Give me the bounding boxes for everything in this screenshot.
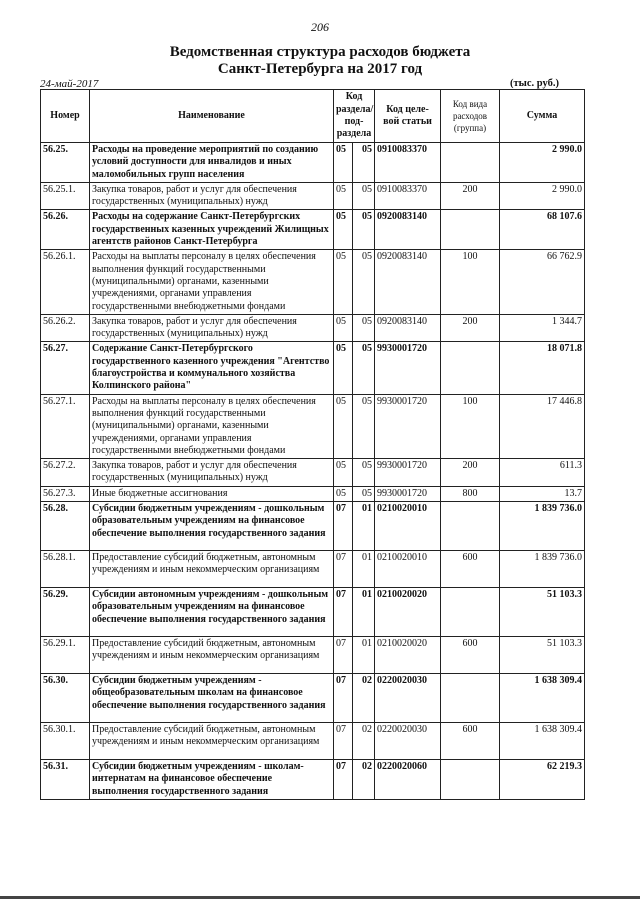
table-row bbox=[41, 637, 585, 674]
row-expense-type bbox=[441, 674, 500, 723]
page-edge bbox=[0, 896, 640, 899]
header-target: Код целе- вой статьи bbox=[375, 90, 441, 143]
row-subsection: 05 bbox=[353, 182, 375, 210]
row-subsection: 01 bbox=[353, 551, 375, 588]
row-number: 56.29.1. bbox=[41, 637, 90, 674]
row-expense-type: 600 bbox=[441, 551, 500, 588]
row-expense-type bbox=[441, 502, 500, 551]
row-expense-type: 600 bbox=[441, 637, 500, 674]
row-expense-type: 200 bbox=[441, 314, 500, 342]
row-name: Закупка товаров, работ и услуг для обеспечения государственных (муниципальных) нужд bbox=[90, 459, 334, 487]
row-number: 56.27.3. bbox=[41, 486, 90, 501]
row-subsection: 05 bbox=[353, 250, 375, 314]
row-name: Содержание Санкт-Петербургского государственного казенного учреждения "Агентство благоустройства и коммунального хозяйства Колпинского района" bbox=[90, 342, 334, 394]
title-line-1: Ведомственная структура расходов бюджета bbox=[169, 44, 471, 60]
row-subsection: 05 bbox=[353, 486, 375, 501]
row-name: Предоставление субсидий бюджетным, автономным учреждениям и иным некоммерческим организациям bbox=[90, 723, 334, 760]
row-number: 56.25. bbox=[41, 143, 90, 183]
row-subsection: 05 bbox=[353, 342, 375, 394]
row-sum: 1 839 736.0 bbox=[500, 551, 585, 588]
row-number: 56.31. bbox=[41, 760, 90, 800]
row-section: 05 bbox=[334, 250, 353, 314]
row-sum: 2 990.0 bbox=[500, 182, 585, 210]
row-number: 56.27.1. bbox=[41, 394, 90, 458]
row-target-code: 0210020020 bbox=[375, 588, 441, 637]
row-subsection: 05 bbox=[353, 314, 375, 342]
row-sum: 66 762.9 bbox=[500, 250, 585, 314]
row-name: Субсидии автономным учреждениям - дошкольным образовательным учреждениям на финансовое обеспечение выполнения государственного задания bbox=[90, 588, 334, 637]
row-subsection: 05 bbox=[353, 143, 375, 183]
table-row bbox=[41, 588, 585, 637]
row-expense-type bbox=[441, 588, 500, 637]
units-label: (тыс. руб.) bbox=[510, 78, 559, 89]
row-sum: 1 839 736.0 bbox=[500, 502, 585, 551]
row-name: Иные бюджетные ассигнования bbox=[90, 486, 334, 501]
row-target-code: 0920083140 bbox=[375, 314, 441, 342]
row-number: 56.26.2. bbox=[41, 314, 90, 342]
row-number: 56.27.2. bbox=[41, 459, 90, 487]
row-subsection: 05 bbox=[353, 459, 375, 487]
row-section: 07 bbox=[334, 502, 353, 551]
row-name: Закупка товаров, работ и услуг для обеспечения государственных (муниципальных) нужд bbox=[90, 314, 334, 342]
row-section: 07 bbox=[334, 588, 353, 637]
row-target-code: 0910083370 bbox=[375, 182, 441, 210]
row-section: 05 bbox=[334, 394, 353, 458]
row-sum: 1 344.7 bbox=[500, 314, 585, 342]
row-expense-type: 100 bbox=[441, 394, 500, 458]
row-target-code: 0210020010 bbox=[375, 551, 441, 588]
table-row bbox=[41, 674, 585, 723]
table-row bbox=[41, 394, 585, 458]
row-expense-type bbox=[441, 210, 500, 250]
row-name: Предоставление субсидий бюджетным, автономным учреждениям и иным некоммерческим организациям bbox=[90, 551, 334, 588]
row-target-code: 0210020010 bbox=[375, 502, 441, 551]
row-section: 07 bbox=[334, 723, 353, 760]
row-name: Расходы на содержание Санкт-Петербургских государственных казенных учреждений Жилищных агентств районов Санкт-Петербурга bbox=[90, 210, 334, 250]
table-row bbox=[41, 182, 585, 210]
row-name: Субсидии бюджетным учреждениям - школам-интернатам на финансовое обеспечение выполнения государственного задания bbox=[90, 760, 334, 800]
row-subsection: 02 bbox=[353, 760, 375, 800]
table-row bbox=[41, 486, 585, 501]
row-sum: 1 638 309.4 bbox=[500, 723, 585, 760]
row-expense-type bbox=[441, 143, 500, 183]
row-subsection: 01 bbox=[353, 502, 375, 551]
table-row bbox=[41, 314, 585, 342]
row-sum: 611.3 bbox=[500, 459, 585, 487]
table-row bbox=[41, 210, 585, 250]
header-sum: Сумма bbox=[500, 90, 585, 143]
header-name: Наименование bbox=[90, 90, 334, 143]
row-section: 05 bbox=[334, 342, 353, 394]
header-section: Код раздела/ под- раздела bbox=[334, 90, 375, 143]
table-row bbox=[41, 551, 585, 588]
row-subsection: 01 bbox=[353, 637, 375, 674]
table-row bbox=[41, 459, 585, 487]
row-target-code: 0920083140 bbox=[375, 250, 441, 314]
row-section: 05 bbox=[334, 143, 353, 183]
row-sum: 18 071.8 bbox=[500, 342, 585, 394]
table-row bbox=[41, 143, 585, 183]
row-name: Закупка товаров, работ и услуг для обеспечения государственных (муниципальных) нужд bbox=[90, 182, 334, 210]
row-expense-type: 600 bbox=[441, 723, 500, 760]
row-sum: 13.7 bbox=[500, 486, 585, 501]
row-section: 05 bbox=[334, 486, 353, 501]
page-title bbox=[0, 44, 640, 78]
header-number: Номер bbox=[41, 90, 90, 143]
row-expense-type bbox=[441, 760, 500, 800]
row-expense-type: 200 bbox=[441, 182, 500, 210]
row-number: 56.29. bbox=[41, 588, 90, 637]
row-sum: 17 446.8 bbox=[500, 394, 585, 458]
row-section: 05 bbox=[334, 314, 353, 342]
row-section: 05 bbox=[334, 182, 353, 210]
row-section: 07 bbox=[334, 551, 353, 588]
row-name: Расходы на выплаты персоналу в целях обеспечения выполнения функций государственными (муниципальными) органами, казенными учреждениями, органами управления государственными внебюджетными фондами bbox=[90, 250, 334, 314]
row-expense-type: 100 bbox=[441, 250, 500, 314]
table-row bbox=[41, 250, 585, 314]
row-subsection: 05 bbox=[353, 210, 375, 250]
row-sum: 2 990.0 bbox=[500, 143, 585, 183]
row-number: 56.30. bbox=[41, 674, 90, 723]
row-target-code: 0920083140 bbox=[375, 210, 441, 250]
row-name: Субсидии бюджетным учреждениям - дошкольным образовательным учреждениям на финансовое обеспечение выполнения государственного задания bbox=[90, 502, 334, 551]
row-name: Расходы на выплаты персоналу в целях обеспечения выполнения функций государственными (муниципальными) органами, казенными учреждениями, органами управления государственными внебюджетными фондами bbox=[90, 394, 334, 458]
row-subsection: 02 bbox=[353, 674, 375, 723]
row-section: 05 bbox=[334, 459, 353, 487]
title-line-2: Санкт-Петербурга на 2017 год bbox=[217, 61, 423, 77]
row-name: Расходы на проведение мероприятий по созданию условий доступности для инвалидов и иных маломобильных групп населения bbox=[90, 143, 334, 183]
row-target-code: 9930001720 bbox=[375, 459, 441, 487]
row-target-code: 0220020030 bbox=[375, 723, 441, 760]
row-sum: 51 103.3 bbox=[500, 637, 585, 674]
table-row bbox=[41, 760, 585, 800]
row-section: 05 bbox=[334, 210, 353, 250]
row-sum: 1 638 309.4 bbox=[500, 674, 585, 723]
row-number: 56.28.1. bbox=[41, 551, 90, 588]
row-expense-type bbox=[441, 342, 500, 394]
row-number: 56.26. bbox=[41, 210, 90, 250]
row-subsection: 05 bbox=[353, 394, 375, 458]
header-type: Код вида расходов (группа) bbox=[441, 90, 500, 143]
table-row bbox=[41, 342, 585, 394]
row-target-code: 0210020020 bbox=[375, 637, 441, 674]
row-expense-type: 800 bbox=[441, 486, 500, 501]
row-subsection: 02 bbox=[353, 723, 375, 760]
row-target-code: 0910083370 bbox=[375, 143, 441, 183]
row-target-code: 0220020060 bbox=[375, 760, 441, 800]
row-section: 07 bbox=[334, 674, 353, 723]
row-number: 56.25.1. bbox=[41, 182, 90, 210]
row-expense-type: 200 bbox=[441, 459, 500, 487]
row-sum: 51 103.3 bbox=[500, 588, 585, 637]
row-section: 07 bbox=[334, 637, 353, 674]
row-number: 56.30.1. bbox=[41, 723, 90, 760]
budget-table bbox=[40, 89, 585, 800]
row-subsection: 01 bbox=[353, 588, 375, 637]
row-number: 56.26.1. bbox=[41, 250, 90, 314]
row-number: 56.27. bbox=[41, 342, 90, 394]
row-number: 56.28. bbox=[41, 502, 90, 551]
row-target-code: 9930001720 bbox=[375, 394, 441, 458]
document-date: 24-май-2017 bbox=[40, 78, 99, 90]
row-target-code: 0220020030 bbox=[375, 674, 441, 723]
row-name: Субсидии бюджетным учреждениям - общеобразовательным школам на финансовое обеспечение выполнения государственного задания bbox=[90, 674, 334, 723]
row-sum: 62 219.3 bbox=[500, 760, 585, 800]
row-section: 07 bbox=[334, 760, 353, 800]
page-number: 206 bbox=[311, 20, 329, 34]
row-target-code: 9930001720 bbox=[375, 486, 441, 501]
row-name: Предоставление субсидий бюджетным, автономным учреждениям и иным некоммерческим организациям bbox=[90, 637, 334, 674]
row-target-code: 9930001720 bbox=[375, 342, 441, 394]
table-row bbox=[41, 723, 585, 760]
row-sum: 68 107.6 bbox=[500, 210, 585, 250]
table-row bbox=[41, 502, 585, 551]
